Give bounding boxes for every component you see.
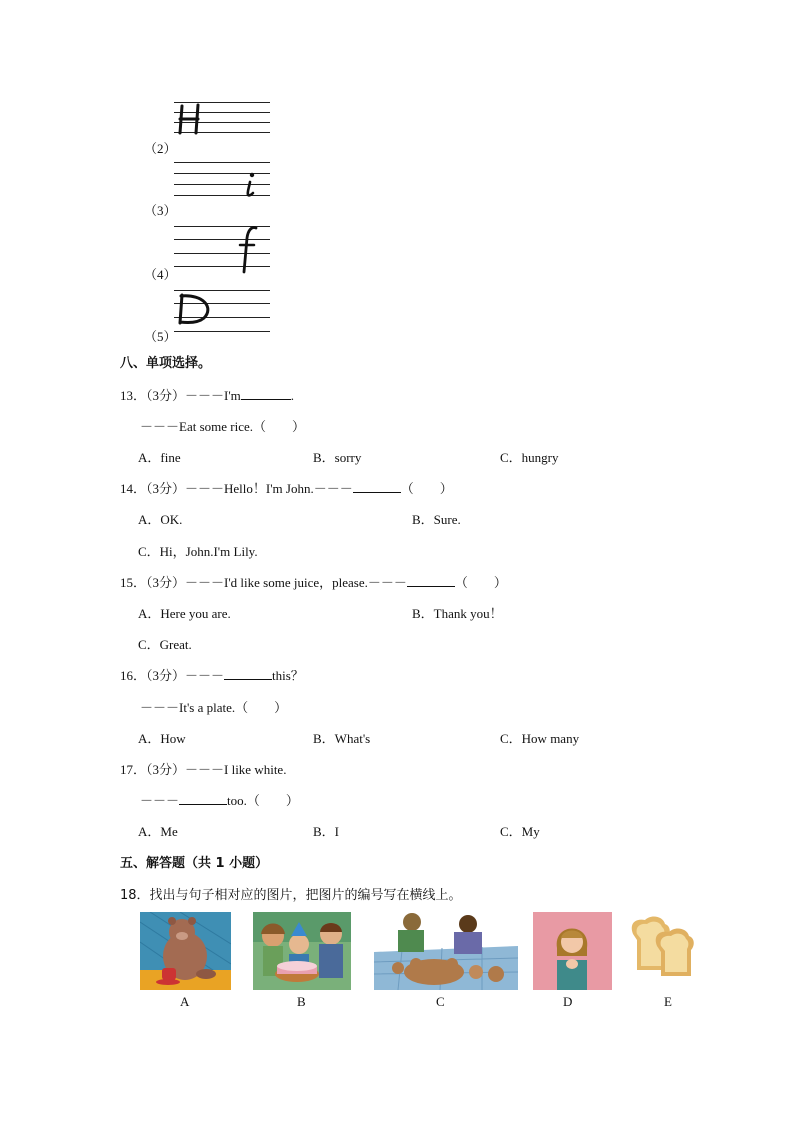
question-15 bbox=[120, 572, 507, 591]
item-number: （2） bbox=[144, 141, 177, 156]
item-number: （4） bbox=[144, 267, 177, 282]
question-stem-tail: （ ） bbox=[454, 575, 507, 590]
answer-blank[interactable] bbox=[224, 667, 272, 680]
answer-blank[interactable] bbox=[407, 574, 455, 587]
question-17: 17．（3分）－－－I like white. bbox=[120, 762, 287, 777]
bear-with-honey-icon bbox=[140, 912, 231, 990]
option-c[interactable]: C．My bbox=[500, 824, 540, 839]
question-stem: －－－ bbox=[140, 793, 180, 808]
letter-f-glyph bbox=[174, 226, 270, 278]
section-title: 八、单项选择。 bbox=[120, 356, 212, 371]
section-title: 五、解答题（共 1 小题） bbox=[120, 856, 269, 871]
question-16-reply: －－－It's a plate.（ ） bbox=[140, 700, 288, 715]
option-a[interactable]: A．Me bbox=[138, 824, 178, 839]
bread-slices-icon bbox=[627, 912, 705, 978]
letter-d-glyph bbox=[174, 290, 270, 334]
question-stem-tail: （ ） bbox=[400, 481, 453, 496]
option-b[interactable]: B．Thank you！ bbox=[412, 606, 503, 621]
option-b[interactable]: B．I bbox=[313, 824, 340, 839]
question-14 bbox=[120, 478, 453, 497]
picture-label: C bbox=[436, 994, 445, 1009]
option-b[interactable]: B．What's bbox=[313, 731, 371, 746]
option-a[interactable]: A．How bbox=[138, 731, 186, 746]
option-b[interactable]: B．sorry bbox=[313, 450, 362, 465]
picture-label: B bbox=[297, 994, 306, 1009]
question-stem-tail: this？ bbox=[272, 668, 304, 683]
question-16 bbox=[120, 665, 304, 684]
picture-label: E bbox=[664, 994, 672, 1009]
item-number: （5） bbox=[144, 329, 177, 344]
answer-blank[interactable] bbox=[353, 480, 401, 493]
option-a[interactable]: A．fine bbox=[138, 450, 181, 465]
question-18: 18．找出与句子相对应的图片，把图片的编号写在横线上。 bbox=[120, 888, 462, 903]
question-stem-tail: . bbox=[290, 388, 295, 403]
question-stem: 13．（3分）－－－I'm bbox=[120, 388, 241, 403]
picture-label: D bbox=[563, 994, 573, 1009]
option-a[interactable]: A．Here you are. bbox=[138, 606, 231, 621]
answer-blank[interactable] bbox=[241, 387, 291, 400]
question-stem: 15．（3分）－－－I'd like some juice，please.－－－ bbox=[120, 575, 407, 590]
question-stem: 14．（3分）－－－Hello！I'm John.－－－ bbox=[120, 481, 353, 496]
picture-label: A bbox=[180, 994, 190, 1009]
item-number: （3） bbox=[144, 203, 177, 218]
answer-blank[interactable] bbox=[179, 792, 227, 805]
question-13 bbox=[120, 385, 294, 404]
question-stem: 16．（3分）－－－ bbox=[120, 668, 225, 683]
question-stem-tail: too.（ ） bbox=[227, 793, 299, 808]
question-13-reply: －－－Eat some rice.（ ） bbox=[140, 419, 305, 434]
option-c[interactable]: C．hungry bbox=[500, 450, 559, 465]
option-c[interactable]: C．How many bbox=[500, 731, 580, 746]
option-b[interactable]: B．Sure. bbox=[412, 512, 461, 527]
letter-h-glyph bbox=[174, 102, 270, 138]
birthday-cake-children-icon bbox=[253, 912, 351, 990]
question-17-reply bbox=[140, 790, 299, 809]
girl-clapping-icon bbox=[533, 912, 612, 990]
letter-i-glyph bbox=[174, 162, 270, 202]
children-picnic-bear-cake-icon bbox=[372, 912, 520, 990]
option-c[interactable]: C．Great. bbox=[138, 637, 192, 652]
option-a[interactable]: A．OK. bbox=[138, 512, 183, 527]
option-c[interactable]: C．Hi，John.I'm Lily. bbox=[138, 544, 258, 559]
